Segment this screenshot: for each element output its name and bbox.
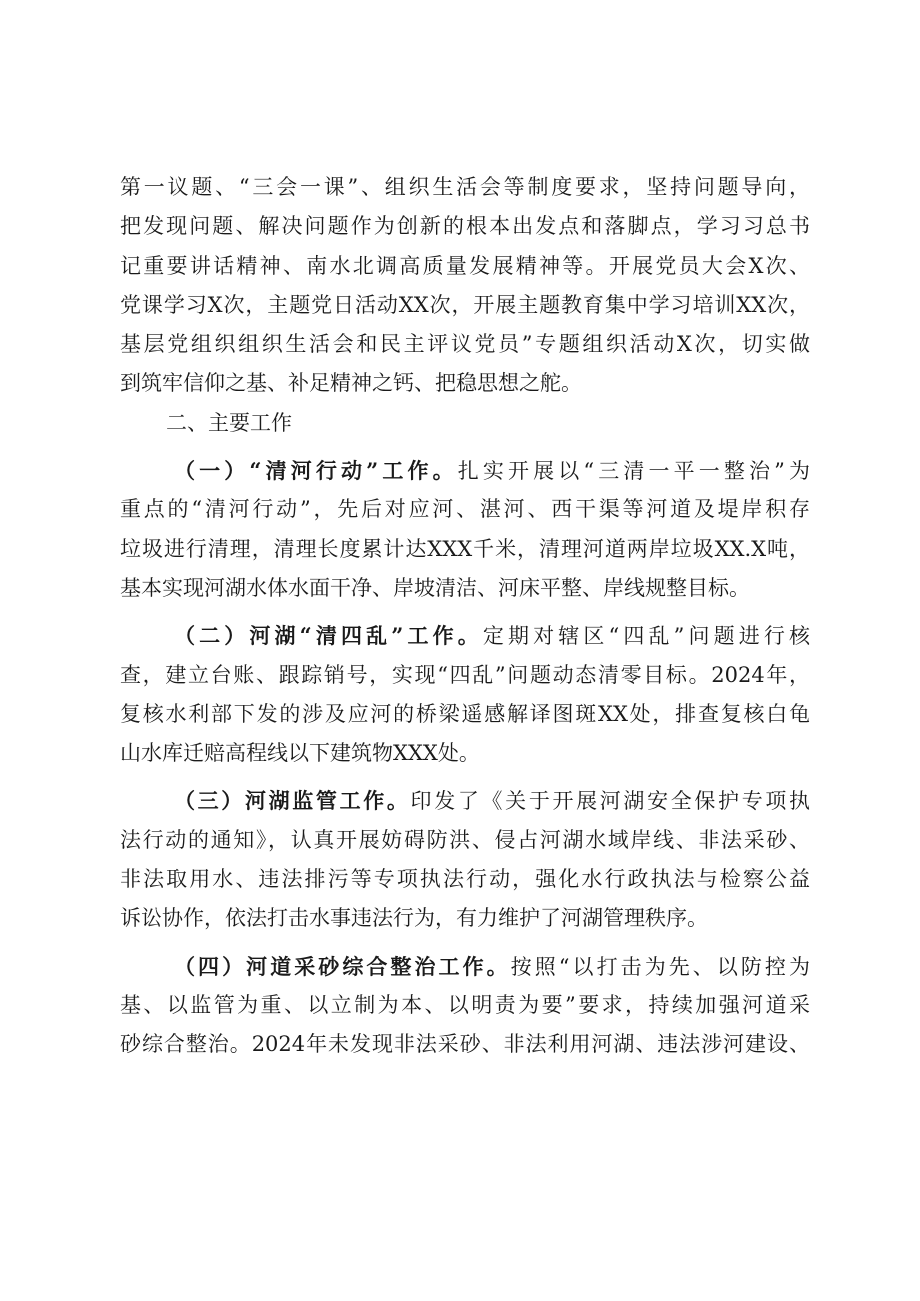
document-body <box>120 168 810 1065</box>
paragraph-sand-mining <box>120 947 810 1065</box>
text-line: 诉讼协作，依法打击水事违法行为，有力维护了河湖管理秩序。 <box>120 906 708 931</box>
text-line: 复核水利部下发的涉及应河的桥梁遥感解译图斑XX处，排查复核白龟 <box>120 701 810 726</box>
paragraph-heading: （四）河道采砂综合整治工作。 <box>174 953 511 979</box>
text-line: 党课学习X次，主题党日活动XX次，开展主题教育集中学习培训XX次， <box>120 292 810 317</box>
text-line: 砂综合整治。2024年未发现非法采砂、非法利用河湖、违法涉河建设、 <box>120 1032 810 1057</box>
text-line: 非法取用水、违法排污等专项执法行动，强化水行政执法与检察公益 <box>120 867 810 892</box>
paragraph-text: 定期对辖区“四乱”问题进行核 <box>482 624 810 649</box>
text-line <box>120 947 810 986</box>
paragraph-text: 扎实开展以“三清一平一整治”为 <box>457 459 810 484</box>
text-line: 第一议题、“三会一课”、组织生活会等制度要求，坚持问题导向， <box>120 175 810 199</box>
text-line: 重点的“清河行动”，先后对应河、湛河、西干渠等河道及堤岸积存 <box>120 497 810 522</box>
text-line: 基、以监管为重、以立制为本、以明责为要”要求，持续加强河道采 <box>120 992 810 1017</box>
text-line: 基层党组织组织生活会和民主评议党员”专题组织活动X次，切实做 <box>120 332 810 357</box>
text-line: 把发现问题、解决问题作为创新的根本出发点和落脚点，学习习总书 <box>120 214 810 239</box>
text-line: 法行动的通知》，认真开展妨碍防洪、侵占河湖水域岸线、非法采砂、 <box>120 827 810 852</box>
paragraph-four-disorders <box>120 616 810 773</box>
paragraph-heading: （一）“清河行动”工作。 <box>174 458 458 484</box>
paragraph-clean-river <box>120 451 810 608</box>
paragraph-text: 按照“以打击为先、以防控为 <box>510 954 810 979</box>
paragraph-heading: （二）河湖“清四乱”工作。 <box>174 623 483 649</box>
text-line: 基本实现河湖水体水面干净、岸坡清洁、河床平整、岸线规整目标。 <box>120 575 750 600</box>
paragraph-river-supervision <box>120 781 810 938</box>
text-line: 垃圾进行清理，清理长度累计达XXX千米，清理河道两岸垃圾XX.X吨， <box>120 536 810 561</box>
paragraph-text: 印发了《关于开展河湖安全保护专项执 <box>410 789 810 814</box>
section-title-main-work: 二、主要工作 <box>166 410 292 435</box>
paragraph-heading: （三）河湖监管工作。 <box>174 788 411 814</box>
text-line <box>120 451 810 490</box>
paragraph-party-study <box>120 168 810 404</box>
text-line: 山水库迁赔高程线以下建筑物XXX处。 <box>120 741 480 766</box>
text-line <box>120 616 810 655</box>
text-line: 查，建立台账、跟踪销号，实现“四乱”问题动态清零目标。2024年， <box>120 662 810 687</box>
text-line: 到筑牢信仰之基、补足精神之钙、把稳思想之舵。 <box>120 371 582 396</box>
text-line: 记重要讲话精神、南水北调高质量发展精神等。开展党员大会X次、 <box>120 253 810 278</box>
text-line <box>120 781 810 820</box>
